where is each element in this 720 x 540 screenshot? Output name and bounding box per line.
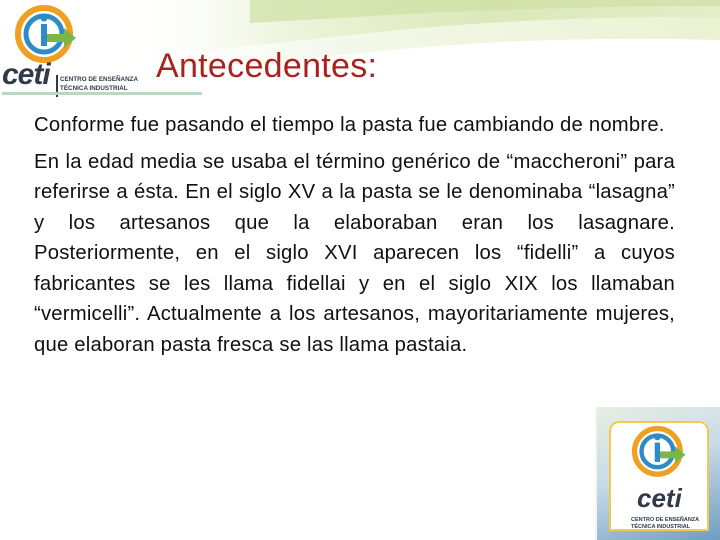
slide-title: Antecedentes:	[156, 47, 378, 85]
slide-body	[34, 110, 675, 360]
paragraph-history: En la edad media se usaba el término genérico de “maccheroni” para referirse a ésta. En el siglo XV a la pasta se le denominaba “lasagna” y los artesanos que la elaboraban eran los lasagnare. Posteriormente, en el siglo XVI aparecen los “fidelli” a cuyos fabricantes se les llama fidellai y en el siglo XIX los llamaban “vermicelli”. Actualmente a los artesanos, mayoritariamente mujeres, que elaboran pasta fresca se las llama pastaia.	[34, 150, 675, 356]
logo-subtitle-line1: CENTRO DE ENSEÑANZA	[60, 76, 139, 83]
logo-subtitle	[60, 76, 138, 93]
corner-logo-card	[609, 421, 709, 531]
corner-subtitle-line2: TÉCNICA INDUSTRIAL	[631, 524, 691, 530]
corner-logo-panel	[595, 407, 720, 540]
logo-underline	[2, 92, 202, 95]
ceti-logo	[0, 0, 160, 108]
corner-logo-subtitle	[631, 517, 699, 531]
logo-subtitle-line2: TÉCNICA INDUSTRIAL	[60, 84, 128, 92]
corner-subtitle-line1: CENTRO DE ENSEÑANZA	[631, 517, 700, 523]
corner-brand-text: ceti	[637, 483, 682, 513]
logo-brand-text: ceti	[2, 58, 50, 91]
ceti-logo-icon	[631, 425, 689, 483]
paragraph-intro: Conforme fue pasando el tiempo la pasta fue cambiando de nombre.	[34, 114, 665, 136]
